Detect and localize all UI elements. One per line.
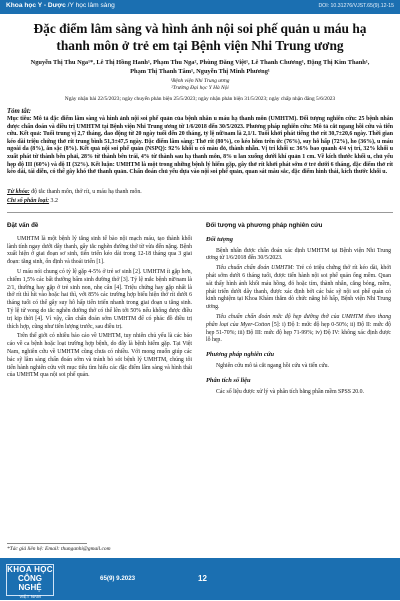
journal-section-label (6, 2, 115, 9)
keywords (7, 189, 393, 197)
classification-label: Chỉ số phân loại: (7, 198, 50, 204)
article-title: Đặc điểm lâm sàng và hình ảnh nội soi phế quản u máu hạ thanh môn ở trẻ em tại Bệnh viện Nhi Trung ương (33, 21, 367, 53)
stenosis-grade-paragraph (206, 314, 391, 345)
subheading-methods: Phương pháp nghiên cứu (206, 351, 275, 359)
journal-name: Khoa học Y - Dược (6, 2, 66, 9)
author-list: Nguyễn Thị Thu Nga¹*, Lê Thị Hồng Hanh¹, Phạm Thu Nga², Phùng Đăng Việt¹, Lê Thanh Chương¹, Đặng Thị Kim Thanh¹, Phạm Thị Thanh Tâm¹, Nguyễn Thị Minh Phương¹ (30, 59, 370, 76)
methods-paragraph: Nghiên cứu mô tả cắt ngang hồi cứu và tiến cứu. (216, 362, 329, 369)
right-column (206, 222, 391, 398)
issue-number: 65(9) 9.2023 (100, 575, 136, 582)
intro-paragraph-2: U máu nói chung có tỷ lệ gặp 4-5% ở trẻ sơ sinh [2]. UMHTM ít gặp hơn, chiếm 1,5% các bất thường bẩm sinh đường thở [3]. Tỷ lệ mắc bệnh nữ/nam là 2/1, thường hay gặp ở trẻ sinh non, nhẹ cân [4]. Triệu chứng hay gặp nhất là thở rít thì hít vào hoặc hai thì, với 85% các trường hợp biểu hiện thở rít dưới 6 tháng tuổi có thể gây suy hô hấp tiến triển nhanh trong giai đoạn u tăng sinh. Tỷ lệ tử vong do tắc nghẽn đường thở có thể lên tới 50% nếu không được điều trị kịp thời [4]. Vì vậy, cần chẩn đoán sớm UMHTM để có phác đồ điều trị thích hợp, cũng như tiên lượng trước, sau điều trị. (7, 268, 192, 330)
abstract-heading: Tóm tắt: (7, 108, 31, 115)
affiliations (100, 78, 300, 92)
diagnosis-criteria-lead: Tiêu chuẩn chẩn đoán UMHTM: (216, 265, 295, 272)
affiliation-2: ²Trường Đại học Y Hà Nội (171, 85, 229, 92)
journal-field: /Y học lâm sàng (65, 2, 115, 9)
section-divider (7, 212, 393, 213)
logo-line-2: CÔNG NGHỆ (18, 574, 42, 592)
intro-paragraph-3: Trên thế giới có nhiều báo cáo về UMHTM, tuy nhiên chủ yếu là các báo cáo về ca bệnh hoặc loạt trường hợp bệnh, do đây là bệnh hiếm gặp. Tại Việt Nam, nghiên cứu về UMHTM cũng chưa có nhiều. Với mong muốn giúp các bác sỹ lâm sàng chẩn đoán sớm và tránh bỏ sót bệnh lý UMHTM, chúng tôi tiến hành nghiên cứu với mục tiêu tìm hiểu các đặc điểm lâm sàng và hình thái của UMHTM qua nội soi phế quản. (7, 333, 192, 379)
stenosis-grade-text: [5]: i) Độ I: mức độ hẹp 0-50%; ii) Độ II: mức độ hẹp 51-70%; iii) Độ III: mức độ hẹp 71-99%; iv) Độ IV: không xác định được lỗ hẹp. (206, 321, 391, 344)
keywords-label: Từ khóa: (7, 189, 30, 195)
abstract-text: Mục tiêu: Mô tả đặc điểm lâm sàng và hình ảnh nội soi phế quản của bệnh nhân u máu hạ thanh môn (UMHTM). Đối tượng nghiên cứu: 25 bệnh nhân được chẩn đoán và điều trị UMHTM tại Bệnh viện Nhi Trung ương từ 1/6/2018 đến 30/5/2023. Phương pháp nghiên cứu: Mô tả cắt ngang hồi cứu và tiến cứu. Kết quả: Tuổi trung vị 2,7 tháng, đao động từ 20 ngày tuổi đến 20 tháng, tỷ lệ nữ/nam là 2,1/1. Tuổi khởi phát tiếng thở rít 30,7±20,6 ngày. Thời gian kéo dài triệu chứng thở rít trung bình 51,3±47,5 ngày. Đặc điểm lâm sàng: Thở rít (80%), co kéo hõm trên ức (76%), suy hô hấp (72%), ho (36%), u máu ngoài da (8%), ăn sặc (8%). Kết quả nội soi phế quản (NSPQ): 92% khối u có màu đỏ, thành nhẵn. Vị trí khối u: 36% bao quanh 4/4 vị trí, 32% khối u xuất phát từ thành bên phải, 28% từ thành bên trái, 4% từ thành sau hạ thanh môn, 8% u lan xuống dưới khí quản 1 cm. Về kích thước khối u, chủ yếu hẹp độ III (60%) và độ II (32%). Kết luận: UMHTM là một trong những bệnh lý hiếm gặp, gây thở rít khởi phát sớm ở trẻ dưới 6 tháng, đặc điểm thở rít kéo dài, tái diễn, có thể gây khó thở thanh quản. Chẩn đoán chủ yếu dựa vào nội soi phế quản, quan sát màu sắc, đặc điểm hình thái, kích thước khối u. (7, 116, 393, 176)
section-heading-introduction: Đặt vấn đề (7, 222, 39, 229)
classification-value: 3.2 (49, 198, 58, 204)
journal-logo (6, 564, 54, 599)
subjects-paragraph: Bệnh nhân được chẩn đoán xác định UMHTM tại Bệnh viện Nhi Trung ương từ 1/6/2018 đến 30/5/2023. (206, 247, 391, 262)
data-analysis-paragraph: Các số liệu được xử lý và phân tích bằng phần mềm SPSS 20.0. (216, 388, 364, 395)
logo-line-3: VIỆT NAM (19, 594, 41, 599)
affiliation-1: ¹Bệnh viện Nhi Trung ương (170, 78, 230, 84)
left-column (7, 222, 192, 382)
stenosis-grade-lead: Tiêu chuẩn chẩn đoán mức độ hẹp đường thở của UMHTM theo thang phân loại của Myer-Cotton (206, 313, 391, 328)
classification (7, 198, 58, 206)
diagnosis-criteria-text: Trẻ có triệu chứng thở rít kéo dài, khởi phát sớm dưới 6 tháng tuổi, được tiến hành nội soi phế quản ống mềm. Quan sát thấy hình ảnh khối máu hồng, đỏ hoặc tím, thành nhẵn, căng bóng, mềm, phát triển dưới dây thanh, được xác định bởi các bác sỹ nội soi phế quản có kinh nghiệm tại Khoa Khám thăm dò chức năng hô hấp, Bệnh viện Nhi Trung ương. (206, 265, 391, 311)
subheading-subjects: Đối tượng (206, 235, 233, 243)
corresponding-author-footnote: *Tác giả liên hệ: Email: thunganhi@gmail.com (7, 546, 111, 552)
submission-dates: Ngày nhận bài 22/5/2023; ngày chuyển phản biện 25/5/2023; ngày nhận phản biện 31/5/2023; ngày chấp nhận đăng 5/6/2023 (64, 96, 336, 102)
footnote-divider (7, 543, 87, 544)
subheading-data-analysis: Phân tích số liệu (206, 376, 251, 384)
intro-paragraph-1: UMHTM là một bệnh lý tăng sinh tế bào nội mạch máu, tạo thành khối lành tính ngay dưới dây thanh, gây tắc nghẽn đường thở từ vừa đến nặng. Bệnh xuất hiện ở giai đoạn sơ sinh, tiến triển kéo dài trong 12-18 tháng qua 3 giai đoạn: tăng sinh, ổn định và thoái triển [1]. (7, 235, 192, 266)
keywords-text: độ tắc thanh môn, thở rít, u máu hạ thanh môn. (29, 189, 142, 195)
diagnosis-criteria-paragraph (206, 265, 391, 312)
page-number: 12 (198, 574, 207, 583)
doi-label[interactable]: DOI: 10.31276/VJST.65(9).12-15 (318, 3, 394, 9)
section-heading-methods: Đối tượng và phương pháp nghiên cứu (206, 222, 323, 229)
logo-line-1: KHOA HỌC (7, 565, 53, 574)
